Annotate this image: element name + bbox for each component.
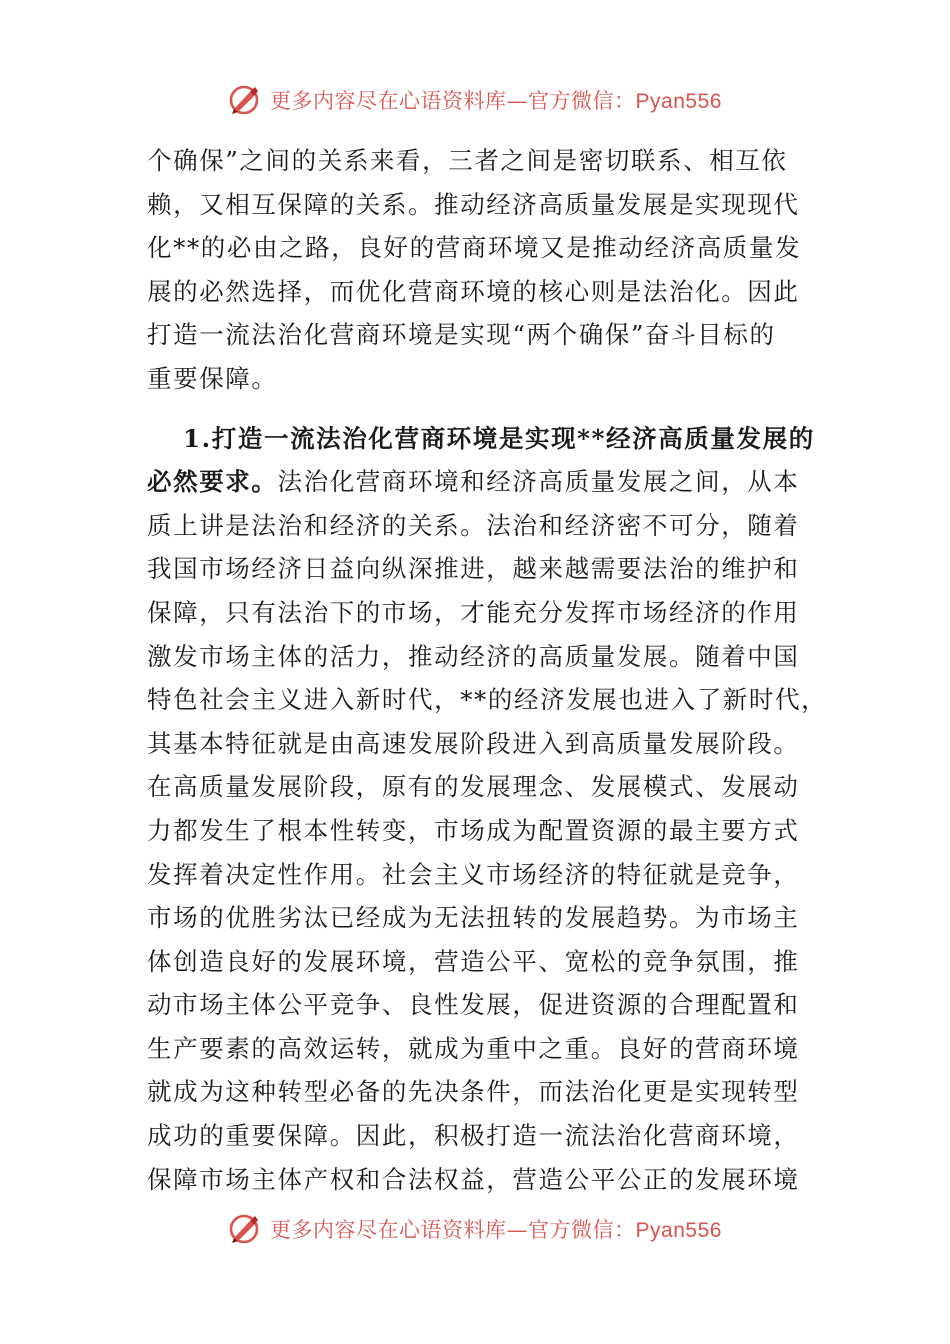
section-heading-tail: 必然要求。 xyxy=(147,467,278,497)
text-line: 赖，又相互保障的关系。推动经济高质量发展是实现现代 xyxy=(147,189,800,219)
text-line: 重要保障。 xyxy=(147,363,278,393)
text-line: 市场的优胜劣汰已经成为无法扭转的发展趋势。为市场主 xyxy=(147,903,800,933)
watermark-text: 更多内容尽在心语资料库—官方微信：Pyan556 xyxy=(270,89,722,113)
text-line: 激发市场主体的活力，推动经济的高质量发展。随着中国 xyxy=(147,641,800,671)
watermark-footer xyxy=(0,1209,950,1249)
text-line: 发挥着决定性作用。社会主义市场经济的特征就是竞争， xyxy=(147,859,800,889)
text-line: 生产要素的高效运转，就成为重中之重。良好的营商环境 xyxy=(147,1033,800,1063)
pen-logo-icon xyxy=(228,83,262,117)
text-line: 在高质量发展阶段，原有的发展理念、发展模式、发展动 xyxy=(147,772,800,802)
paragraph-2 xyxy=(147,417,828,1202)
text-line: 力都发生了根本性转变，市场成为配置资源的最主要方式 xyxy=(147,815,800,845)
text-line: 打造一流法治化营商环境是实现“两个确保”奋斗目标的 xyxy=(147,320,776,350)
section-heading: 1.打造一流法治化营商环境是实现**经济高质量发展的 xyxy=(183,423,815,453)
text-line: 动市场主体公平竞争、良性发展，促进资源的合理配置和 xyxy=(147,990,800,1020)
text-line: 保障市场主体产权和合法权益，营造公平公正的发展环境 xyxy=(147,1164,800,1194)
text-line: 体创造良好的发展环境，营造公平、宽松的竞争氛围，推 xyxy=(147,946,800,976)
text-line: 其基本特征就是由高速发展阶段进入到高质量发展阶段。 xyxy=(147,728,800,758)
watermark-text: 更多内容尽在心语资料库—官方微信：Pyan556 xyxy=(270,1218,722,1242)
text-line: 就成为这种转型必备的先决条件，而法治化更是实现转型 xyxy=(147,1077,800,1107)
text-line: 质上讲是法治和经济的关系。法治和经济密不可分，随着 xyxy=(147,510,800,540)
text-line: 我国市场经济日益向纵深推进，越来越需要法治的维护和 xyxy=(147,554,800,584)
pen-logo-icon xyxy=(228,1212,262,1246)
document-body xyxy=(147,139,828,1201)
text-line: 化**的必由之路，良好的营商环境又是推动经济高质量发 xyxy=(147,233,802,263)
watermark-header xyxy=(0,80,950,120)
text-line: 成功的重要保障。因此，积极打造一流法治化营商环境， xyxy=(147,1121,800,1151)
text-line: 保障，只有法治下的市场，才能充分发挥市场经济的作用 xyxy=(147,597,800,627)
text-line: 必然要求。法治化营商环境和经济高质量发展之间，从本 xyxy=(147,467,800,497)
text-line: 展的必然选择，而优化营商环境的核心则是法治化。因此 xyxy=(147,276,800,306)
text-line: 特色社会主义进入新时代，**的经济发展也进入了新时代， xyxy=(147,685,828,715)
paragraph-1 xyxy=(147,139,807,401)
text-line: 个确保”之间的关系来看，三者之间是密切联系、相互依 xyxy=(147,146,788,175)
